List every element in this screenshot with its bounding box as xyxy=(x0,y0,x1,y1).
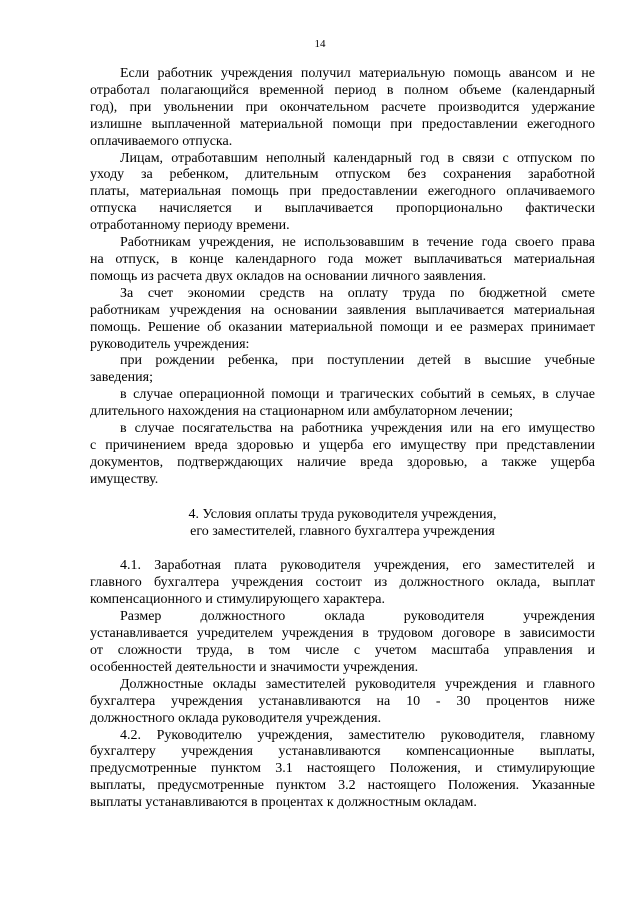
paragraph-line: отработанному периоду времени. xyxy=(90,218,290,234)
paragraph-line: Должностные оклады заместителей руководителя учреждения и главного xyxy=(120,676,595,692)
paragraph-line: выплаты, предусмотренные пунктом 3.2 настоящего Положения. Указанные xyxy=(90,778,595,794)
paragraph-line: излишне выплаченной материальной помощи при предоставлении ежегодного xyxy=(90,116,595,132)
paragraph-line: 4.1. Заработная плата руководителя учреждения, его заместителей и xyxy=(120,558,595,574)
paragraph-line: Работникам учреждения, не использовавшим в течение года своего права xyxy=(120,235,595,251)
paragraph-line: имуществу. xyxy=(90,471,159,487)
paragraph-line: оплачиваемого отпуска. xyxy=(90,133,233,149)
paragraph-line: особенностей деятельности и значимости учреждения. xyxy=(90,659,419,675)
paragraph-line: от сложности труда, в том числе с учетом масштаба управления и xyxy=(90,643,595,658)
paragraph-line: в случае операционной помощи и трагических событий в семьях, в случае xyxy=(120,387,595,403)
paragraph-line: устанавливается учредителем учреждения в трудовом договоре в зависимости xyxy=(90,626,595,642)
paragraph-line: длительного нахождения на стационарном или амбулаторном лечении; xyxy=(90,404,513,420)
paragraph-line: За счет экономии средств на оплату труда по бюджетной смете xyxy=(120,285,595,301)
document-body xyxy=(90,66,595,812)
page-number: 14 xyxy=(314,38,326,50)
paragraphs-before-section xyxy=(90,66,595,489)
paragraph xyxy=(90,66,595,151)
paragraph xyxy=(90,677,595,728)
paragraph xyxy=(90,151,595,236)
paragraphs-after-section xyxy=(90,558,595,812)
paragraph-line: год), при увольнении при окончательном расчете производится удержание xyxy=(90,99,595,115)
paragraph-line: работникам учреждения на основании заявления выплачивается материальная xyxy=(90,302,595,318)
paragraph-line: должностного оклада руководителя учреждения. xyxy=(90,710,382,726)
paragraph-line: компенсационного и стимулирующего характера. xyxy=(90,592,385,608)
paragraph-line: уходу за ребенком, длительным отпуском без сохранения заработной xyxy=(90,167,595,183)
paragraph xyxy=(90,235,595,286)
section-title xyxy=(90,507,595,541)
paragraph xyxy=(90,286,595,354)
paragraph-line: руководитель учреждения: xyxy=(90,336,250,352)
paragraph-line: выплаты устанавливаются в процентах к должностным окладам. xyxy=(90,795,477,811)
paragraph xyxy=(90,353,595,387)
paragraph xyxy=(90,387,595,421)
paragraph-line: отпуска начисляется и выплачивается пропорционально фактически xyxy=(90,201,595,217)
section-title-line-1: 4. Условия оплаты труда руководителя учреждения, xyxy=(188,506,497,522)
paragraph-line: помощь. Решение об оказании материальной помощи и ее размерах принимает xyxy=(90,319,595,335)
paragraph-line: помощь из расчета двух окладов на основании личного заявления. xyxy=(90,268,487,284)
paragraph-line: в случае посягательства на работника учреждения или на его имущество xyxy=(120,421,595,437)
paragraph-line: отработал полагающийся временной период в полном объеме (календарный xyxy=(90,82,595,98)
paragraph xyxy=(90,558,595,609)
paragraph-line: Размер должностного оклада руководителя учреждения xyxy=(120,609,595,625)
section-title-line-2: его заместителей, главного бухгалтера учреждения xyxy=(190,523,495,539)
paragraph-line: заведения; xyxy=(90,370,153,386)
paragraph-line: предусмотренные пунктом 3.1 настоящего Положения, и стимулирующие xyxy=(90,761,595,777)
paragraph-line: главного бухгалтера учреждения состоит из должностного оклада, выплат xyxy=(90,575,595,591)
paragraph-line: 4.2. Руководителю учреждения, заместителю руководителя, главному xyxy=(120,727,595,743)
paragraph xyxy=(90,609,595,677)
paragraph-line: Лицам, отработавшим неполный календарный год в связи с отпуском по xyxy=(120,150,595,166)
paragraph-line: при рождении ребенка, при поступлении детей в высшие учебные xyxy=(120,353,595,369)
paragraph xyxy=(90,728,595,813)
paragraph-line: бухгалтера учреждения устанавливаются на 10 - 30 процентов ниже xyxy=(90,693,595,709)
paragraph-line: бухгалтеру учреждения устанавливаются компенсационные выплаты, xyxy=(90,744,595,760)
paragraph xyxy=(90,421,595,489)
paragraph-line: Если работник учреждения получил материальную помощь авансом и не xyxy=(120,66,595,81)
paragraph-line: платы, материальная помощь при предоставлении ежегодного оплачиваемого xyxy=(90,184,595,200)
paragraph-line: на отпуск, в конце календарного года может выплачиваться материальная xyxy=(90,251,595,267)
paragraph-line: с причинением вреда здоровью и ущерба его имуществу при представлении xyxy=(90,437,595,453)
paragraph-line: документов, подтверждающих наличие вреда здоровью, а также ущерба xyxy=(90,454,595,470)
